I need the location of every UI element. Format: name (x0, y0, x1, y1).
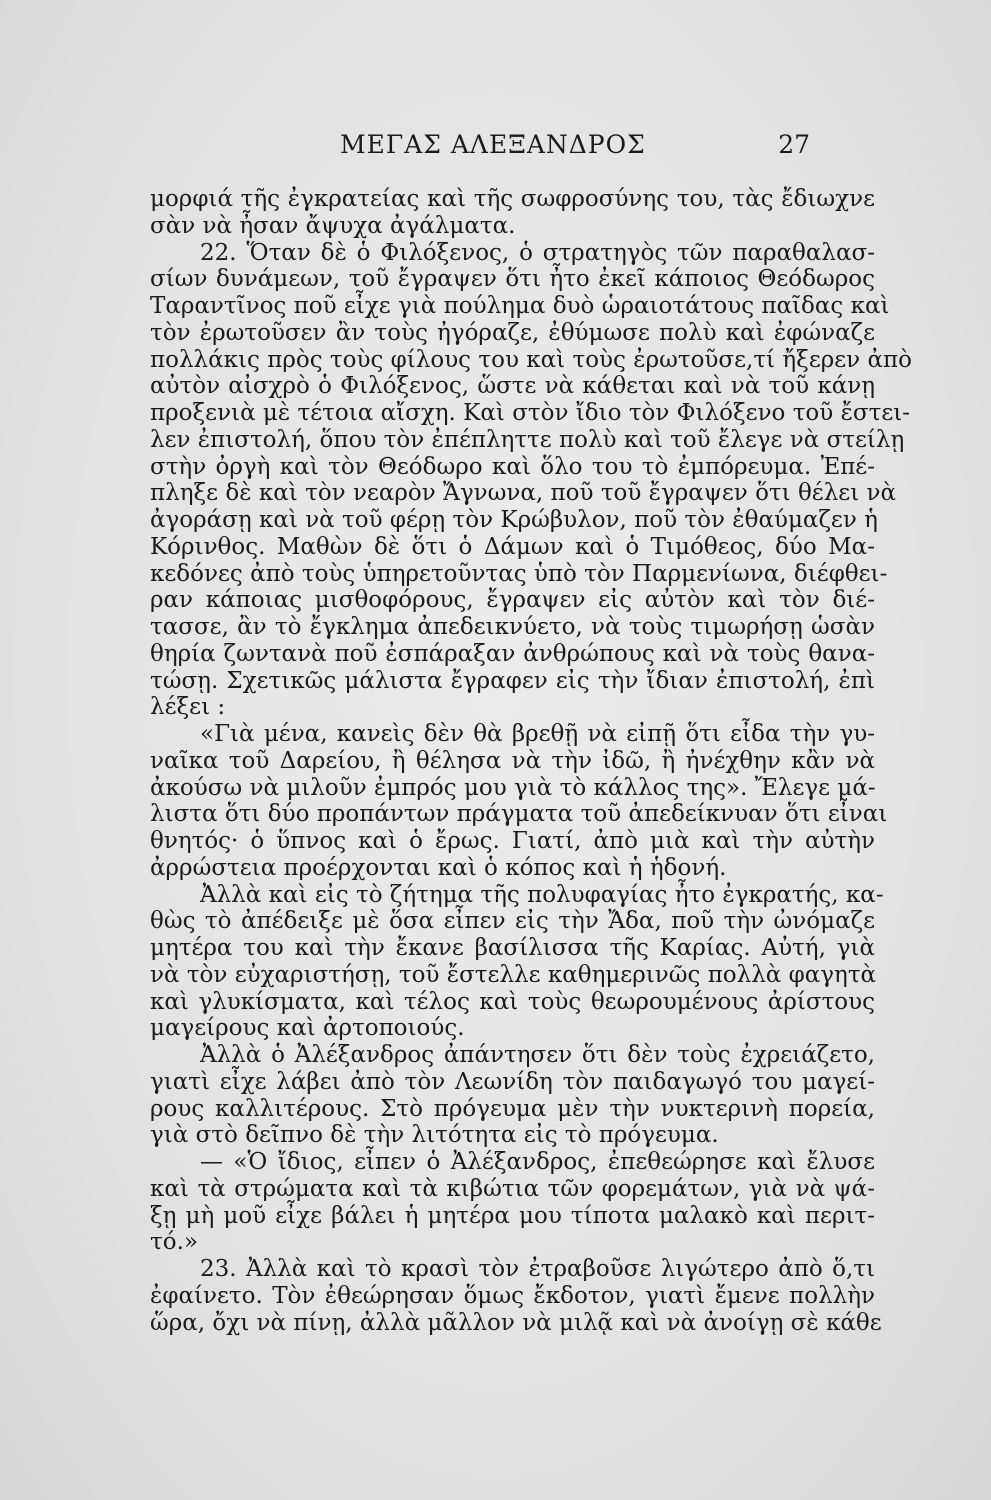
text-line: Ταραντῖνος ποῦ εἶχε γιὰ πούλημα δυὸ ὡραιοτάτους παῖδας καὶ (150, 293, 890, 319)
text-line: ὥρα, ὄχι νὰ πίνῃ, ἀλλὰ μᾶλλον νὰ μιλᾷ καὶ νὰ ἀνοίγῃ σὲ κάθε (150, 1309, 882, 1336)
text-line: θηρία ζωντανὰ ποῦ ἐσπάραξαν ἀνθρώπους καὶ νὰ τοὺς θανα- (150, 640, 875, 667)
text-line: ξῃ μὴ μοῦ εἶχε βάλει ἡ μητέρα μου τίποτα μαλακὸ καὶ περιτ- (150, 1202, 875, 1229)
text-line: τό.» (150, 1229, 198, 1256)
text-line: μητέρα του καὶ τὴν ἔκανε βασίλισσα τῆς Καρίας. Αὐτή, γιὰ (150, 935, 875, 961)
text-line: λέξει : (150, 694, 226, 721)
text-line: τὸν ἐρωτοῦσεν ἂν τοὺς ἠγόραζε, ἐθύμωσε πολὺ καὶ ἐφώναζε (150, 319, 875, 346)
text-line: θὼς τὸ ἀπέδειξε μὲ ὅσα εἶπεν εἰς τὴν Ἄδα, ποῦ τὴν ὠνόμαζε (150, 908, 875, 935)
text-line: Ἀλλὰ καὶ εἰς τὸ ζήτημα τῆς πολυφαγίας ἦτο ἐγκρατής, κα- (200, 881, 884, 908)
page-number: 27 (778, 130, 810, 159)
text-line: 22. Ὅταν δὲ ὁ Φιλόξενος, ὁ στρατηγὸς τῶν παραθαλασ- (200, 239, 875, 266)
text-line: σίων δυνάμεων, τοῦ ἔγραψεν ὅτι ἦτο ἐκεῖ κάποιος Θεόδωρος (150, 266, 875, 293)
text-line: νὰ τὸν εὐχαριστήσῃ, τοῦ ἔστελλε καθημερινῶς πολλὰ φαγητὰ (150, 961, 877, 988)
text-line: «Γιὰ μένα, κανεὶς δὲν θὰ βρεθῇ νὰ εἰπῇ ὅτι εἶδα τὴν γυ- (200, 721, 875, 747)
text-line: τώσῃ. Σχετικῶς μάλιστα ἔγραφεν εἰς τὴν ἴδιαν ἐπιστολή, ἐπὶ (150, 667, 875, 694)
running-head (150, 130, 810, 164)
text-line: κεδόνες ἀπὸ τοὺς ὑπηρετοῦντας ὑπὸ τὸν Παρμενίωνα, διέφθει- (150, 560, 888, 587)
text-line: λιστα ὅτι δύο προπάντων πράγματα τοῦ ἀπεδείκνυαν ὅτι εἶναι (150, 801, 888, 828)
text-line: γιὰ στὸ δεῖπνο δὲ τὴν λιτότητα εἰς τὸ πρόγευμα. (150, 1122, 719, 1149)
body-text (150, 186, 912, 1336)
running-title: ΜΕΓΑΣ ΑΛΕΞΑΝΔΡΟΣ (340, 130, 646, 159)
text-line: 23. Ἀλλὰ καὶ τὸ κρασὶ τὸν ἐτραβοῦσε λιγώτερο ἀπὸ ὅ,τι (200, 1256, 875, 1282)
text-line: μορφιά τῆς ἐγκρατείας καὶ τῆς σωφροσύνης του, τὰς ἔδιωχνε (150, 186, 875, 212)
text-line: αὐτὸν αἰσχρὸ ὁ Φιλόξενος, ὥστε νὰ κάθεται καὶ νὰ τοῦ κάνῃ (150, 373, 875, 400)
text-line: ἀγοράσῃ καὶ νὰ τοῦ φέρῃ τὸν Κρώβυλον, ποῦ τὸν ἐθαύμαζεν ἡ (150, 507, 878, 533)
text-line: — «Ὁ ἴδιος, εἶπεν ὁ Ἀλέξανδρος, ἐπεθεώρησε καὶ ἔλυσε (200, 1149, 875, 1175)
text-line: σὰν νὰ ἦσαν ἄψυχα ἀγάλματα. (150, 212, 516, 239)
text-line: Ἀλλὰ ὁ Ἀλέξανδρος ἀπάντησεν ὅτι δὲν τοὺς ἐχρειάζετο, (200, 1042, 875, 1068)
text-line: τασσε, ἂν τὸ ἔγκλημα ἀπεδεικνύετο, νὰ τοὺς τιμωρήσῃ ὡσὰν (150, 614, 875, 640)
text-line: ἀρρώστεια προέρχονται καὶ ὁ κόπος καὶ ἡ ἡδονή. (150, 854, 727, 881)
text-line: ραν κάποιας μισθοφόρους, ἔγραψεν εἰς αὐτὸν καὶ τὸν διέ- (150, 587, 875, 614)
text-line: ἀκούσω νὰ μιλοῦν ἐμπρός μου γιὰ τὸ κάλλος της». Ἔλεγε μά- (150, 774, 876, 801)
text-line: Κόρινθος. Μαθὼν δὲ ὅτι ὁ Δάμων καὶ ὁ Τιμόθεος, δύο Μα- (150, 533, 875, 560)
text-line: προξενιὰ μὲ τέτοια αἴσχη. Καὶ στὸν ἴδιο τὸν Φιλόξενο τοῦ ἔστει- (150, 400, 911, 426)
text-line: λεν ἐπιστολή, ὅπου τὸν ἐπέπληττε πολὺ καὶ τοῦ ἔλεγε νὰ στείλῃ (150, 426, 905, 453)
text-line: καὶ γλυκίσματα, καὶ τέλος καὶ τοὺς θεωρουμένους ἀρίστους (150, 988, 875, 1015)
text-line: καὶ τὰ στρώματα καὶ τὰ κιβώτια τῶν φορεμάτων, γιὰ νὰ ψά- (150, 1175, 875, 1202)
text-line: πολλάκις πρὸς τοὺς φίλους του καὶ τοὺς ἐρωτοῦσε,τί ἤξερεν ἀπὸ (150, 346, 912, 373)
text-line: γιατὶ εἶχε λάβει ἀπὸ τὸν Λεωνίδη τὸν παιδαγωγό του μαγεί- (150, 1068, 875, 1095)
text-line: ναῖκα τοῦ Δαρείου, ἢ θέλησα νὰ τὴν ἰδῶ, ἢ ἠνέχθην κἂν νὰ (150, 747, 875, 774)
text-line: μαγείρους καὶ ἀρτοποιούς. (150, 1015, 465, 1042)
text-line: στὴν ὀργὴ καὶ τὸν Θεόδωρο καὶ ὅλο του τὸ ἐμπόρευμα. Ἐπέ- (150, 453, 875, 480)
text-line: θνητός· ὁ ὕπνος καὶ ὁ ἔρως. Γιατί, ἀπὸ μιὰ καὶ τὴν αὐτὴν (150, 828, 875, 854)
text-line: πληξε δὲ καὶ τὸν νεαρὸν Ἄγνωνα, ποῦ τοῦ ἔγραψεν ὅτι θέλει νὰ (150, 480, 897, 507)
text-line: ἐφαίνετο. Τὸν ἐθεώρησαν ὅμως ἔκδοτον, γιατὶ ἔμενε πολλὴν (150, 1282, 875, 1309)
text-line: ρους καλλιτέρους. Στὸ πρόγευμα μὲν τὴν νυκτερινὴ πορεία, (150, 1095, 875, 1122)
